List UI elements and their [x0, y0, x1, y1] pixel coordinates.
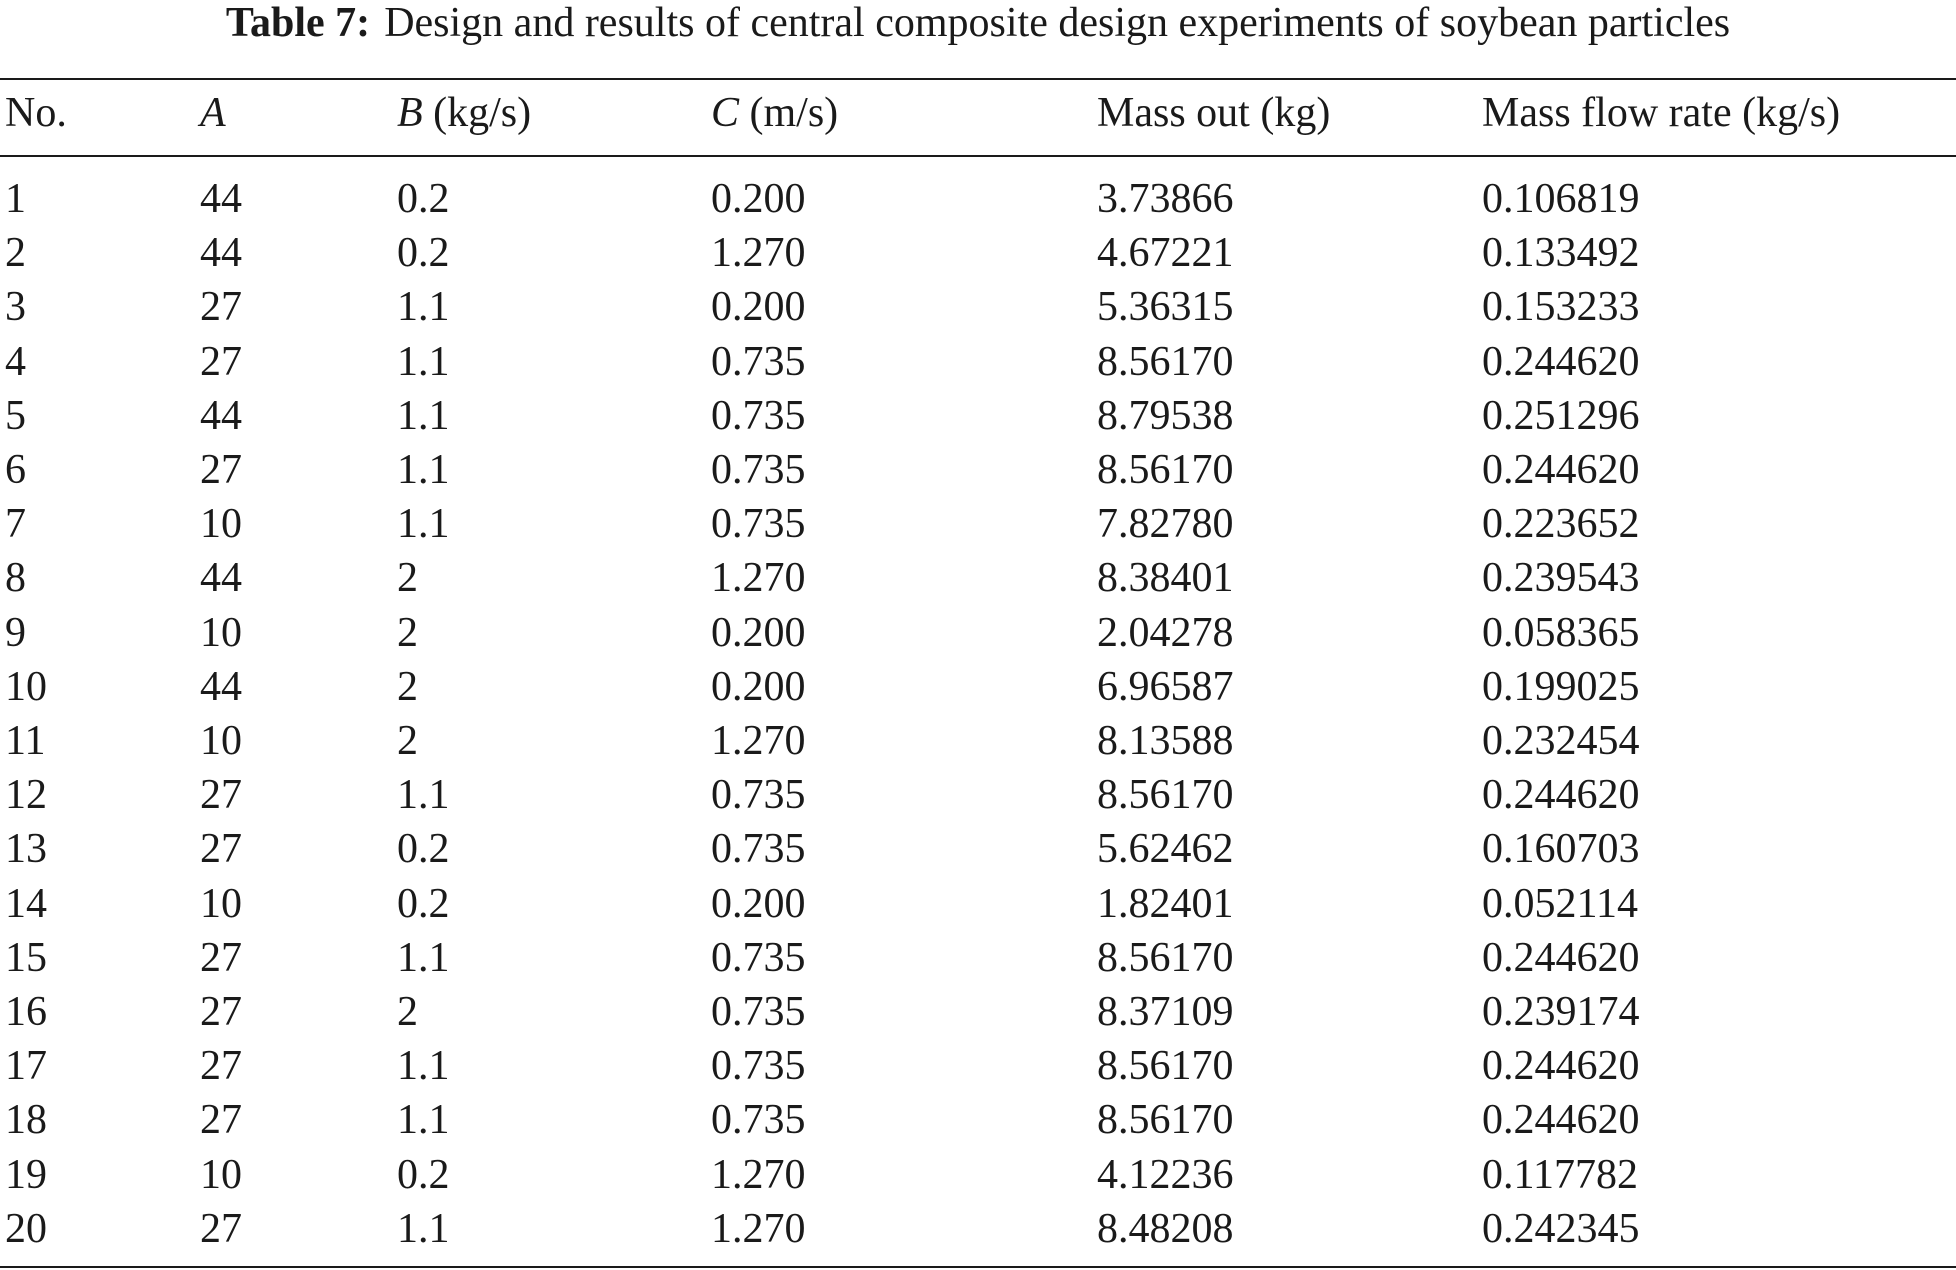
cell-c: 0.200	[711, 176, 806, 222]
header-c-var: C	[711, 90, 740, 136]
table-caption-label: Table 7:	[225, 0, 371, 46]
header-c	[711, 86, 838, 140]
cell-mass-out: 8.56170	[1097, 447, 1234, 493]
cell-a: 27	[200, 1205, 242, 1252]
cell-c: 0.200	[711, 663, 806, 710]
cell-no: 5	[5, 392, 26, 439]
cell-mass-flow-rate: 0.160703	[1482, 826, 1640, 873]
cell-b: 1.1	[397, 447, 450, 493]
cell-mass-flow-rate: 0.244620	[1482, 772, 1640, 819]
cell-mass-flow-rate: 0.232454	[1482, 718, 1640, 764]
table-caption-text: Design and results of central composite design experiments of soybean particles	[384, 0, 1731, 46]
table-row	[0, 443, 1956, 497]
table-row	[0, 931, 1956, 985]
cell-c: 0.735	[711, 447, 806, 493]
cell-b: 0.2	[397, 176, 450, 222]
cell-c: 0.735	[711, 989, 806, 1035]
table-row	[0, 1093, 1956, 1147]
cell-no: 9	[5, 609, 26, 656]
cell-c: 0.200	[711, 880, 806, 927]
cell-a: 27	[200, 826, 242, 873]
cell-b: 1.1	[397, 501, 450, 548]
cell-no: 6	[5, 447, 26, 493]
table-row	[0, 335, 1956, 389]
cell-no: 18	[5, 1097, 47, 1144]
cell-b: 2	[397, 555, 418, 602]
cell-mass-flow-rate: 0.117782	[1482, 1151, 1638, 1198]
cell-no: 3	[5, 284, 26, 331]
cell-no: 12	[5, 772, 47, 819]
cell-a: 27	[200, 284, 242, 331]
table-row	[0, 822, 1956, 876]
header-mass-flow-rate	[1482, 86, 1840, 140]
cell-mass-out: 8.56170	[1097, 338, 1234, 385]
cell-mass-flow-rate: 0.244620	[1482, 934, 1640, 981]
header-mass-out	[1097, 86, 1330, 140]
cell-no: 11	[5, 718, 46, 764]
table-row	[0, 551, 1956, 605]
cell-no: 15	[5, 934, 47, 981]
cell-mass-flow-rate: 0.251296	[1482, 392, 1640, 439]
cell-mass-out: 8.56170	[1097, 1097, 1234, 1144]
cell-a: 44	[200, 230, 242, 277]
cell-c: 0.735	[711, 934, 806, 981]
cell-mass-flow-rate: 0.153233	[1482, 284, 1640, 331]
cell-c: 0.735	[711, 338, 806, 385]
cell-no: 13	[5, 826, 47, 873]
table-row	[0, 660, 1956, 714]
cell-no: 4	[5, 338, 26, 385]
cell-c: 0.735	[711, 1043, 806, 1090]
cell-mass-out: 8.56170	[1097, 772, 1234, 819]
cell-b: 0.2	[397, 1151, 450, 1198]
cell-b: 1.1	[397, 1097, 450, 1144]
cell-no: 1	[5, 176, 26, 222]
cell-mass-out: 7.82780	[1097, 501, 1234, 548]
cell-mass-flow-rate: 0.239174	[1482, 989, 1640, 1035]
header-c-unit: (m/s)	[739, 90, 839, 136]
table-row	[0, 714, 1956, 768]
table-bottom-rule	[0, 1266, 1956, 1268]
cell-b: 2	[397, 663, 418, 710]
header-b	[397, 86, 531, 140]
header-no	[5, 86, 67, 140]
cell-c: 0.735	[711, 772, 806, 819]
cell-no: 19	[5, 1151, 47, 1198]
cell-b: 2	[397, 989, 418, 1035]
cell-mass-out: 6.96587	[1097, 663, 1234, 710]
cell-no: 16	[5, 989, 47, 1035]
cell-c: 1.270	[711, 555, 806, 602]
cell-mass-flow-rate: 0.223652	[1482, 501, 1640, 548]
header-a-var: A	[200, 90, 226, 136]
header-b-var: B	[397, 90, 423, 136]
cell-c: 1.270	[711, 230, 806, 277]
cell-mass-out: 4.12236	[1097, 1151, 1234, 1198]
cell-no: 20	[5, 1205, 47, 1252]
cell-mass-out: 8.56170	[1097, 1043, 1234, 1090]
header-b-unit: (kg/s)	[422, 90, 532, 136]
cell-a: 10	[200, 501, 242, 548]
cell-b: 1.1	[397, 1205, 450, 1252]
cell-mass-flow-rate: 0.052114	[1482, 880, 1638, 927]
cell-b: 1.1	[397, 772, 450, 819]
cell-mass-out: 1.82401	[1097, 880, 1234, 927]
cell-mass-flow-rate: 0.133492	[1482, 230, 1640, 277]
cell-mass-out: 5.62462	[1097, 826, 1234, 873]
cell-c: 1.270	[711, 1151, 806, 1198]
header-mass-flow-rate-label: Mass flow rate (kg/s)	[1482, 90, 1841, 136]
cell-mass-out: 2.04278	[1097, 609, 1234, 656]
table-row	[0, 606, 1956, 660]
table-row	[0, 1202, 1956, 1256]
cell-b: 2	[397, 609, 418, 656]
cell-a: 27	[200, 934, 242, 981]
cell-no: 2	[5, 230, 26, 277]
cell-a: 10	[200, 880, 242, 927]
cell-no: 7	[5, 501, 26, 548]
table-row	[0, 497, 1956, 551]
cell-mass-flow-rate: 0.106819	[1482, 176, 1640, 222]
cell-mass-flow-rate: 0.058365	[1482, 609, 1640, 656]
cell-mass-flow-rate: 0.244620	[1482, 1043, 1640, 1090]
cell-c: 0.200	[711, 284, 806, 331]
cell-mass-out: 3.73866	[1097, 176, 1234, 222]
cell-c: 1.270	[711, 1205, 806, 1252]
cell-a: 27	[200, 338, 242, 385]
cell-b: 0.2	[397, 230, 450, 277]
cell-mass-out: 8.37109	[1097, 989, 1234, 1035]
cell-a: 10	[200, 609, 242, 656]
cell-mass-out: 8.56170	[1097, 934, 1234, 981]
cell-b: 1.1	[397, 1043, 450, 1090]
table-row	[0, 389, 1956, 443]
cell-mass-flow-rate: 0.244620	[1482, 338, 1640, 385]
cell-a: 44	[200, 392, 242, 439]
table-caption	[0, 0, 1956, 46]
cell-a: 44	[200, 176, 242, 222]
cell-no: 10	[5, 663, 47, 710]
table-row	[0, 877, 1956, 931]
table-row	[0, 280, 1956, 334]
table-row	[0, 768, 1956, 822]
cell-b: 0.2	[397, 880, 450, 927]
cell-b: 1.1	[397, 284, 450, 331]
cell-no: 14	[5, 880, 47, 927]
cell-mass-out: 8.48208	[1097, 1205, 1234, 1252]
table-top-rule	[0, 78, 1956, 80]
cell-mass-flow-rate: 0.242345	[1482, 1205, 1640, 1252]
table-header-row	[0, 86, 1956, 140]
cell-mass-flow-rate: 0.239543	[1482, 555, 1640, 602]
cell-a: 27	[200, 772, 242, 819]
table-header-rule	[0, 155, 1956, 157]
table-row	[0, 226, 1956, 280]
cell-mass-out: 8.79538	[1097, 392, 1234, 439]
cell-c: 0.735	[711, 392, 806, 439]
cell-a: 27	[200, 1043, 242, 1090]
cell-a: 27	[200, 989, 242, 1035]
cell-b: 0.2	[397, 826, 450, 873]
cell-mass-flow-rate: 0.244620	[1482, 447, 1640, 493]
cell-c: 0.735	[711, 826, 806, 873]
cell-no: 8	[5, 555, 26, 602]
cell-no: 17	[5, 1043, 47, 1090]
table-row	[0, 985, 1956, 1039]
cell-c: 1.270	[711, 718, 806, 764]
cell-a: 27	[200, 1097, 242, 1144]
table-row	[0, 172, 1956, 226]
cell-b: 1.1	[397, 934, 450, 981]
cell-c: 0.735	[711, 501, 806, 548]
cell-c: 0.735	[711, 1097, 806, 1144]
cell-mass-out: 8.13588	[1097, 718, 1234, 764]
cell-a: 44	[200, 555, 242, 602]
cell-mass-flow-rate: 0.244620	[1482, 1097, 1640, 1144]
cell-a: 44	[200, 663, 242, 710]
cell-a: 10	[200, 1151, 242, 1198]
header-a	[200, 86, 226, 140]
header-mass-out-label: Mass out (kg)	[1097, 90, 1331, 136]
cell-mass-out: 8.38401	[1097, 555, 1234, 602]
cell-c: 0.200	[711, 609, 806, 656]
cell-a: 27	[200, 447, 242, 493]
table-row	[0, 1039, 1956, 1093]
table-row	[0, 1148, 1956, 1202]
cell-b: 1.1	[397, 392, 450, 439]
cell-mass-out: 4.67221	[1097, 230, 1234, 277]
cell-mass-flow-rate: 0.199025	[1482, 663, 1640, 710]
cell-a: 10	[200, 718, 242, 764]
header-no-label: No.	[5, 90, 67, 136]
cell-b: 1.1	[397, 338, 450, 385]
cell-b: 2	[397, 718, 418, 764]
cell-mass-out: 5.36315	[1097, 284, 1234, 331]
